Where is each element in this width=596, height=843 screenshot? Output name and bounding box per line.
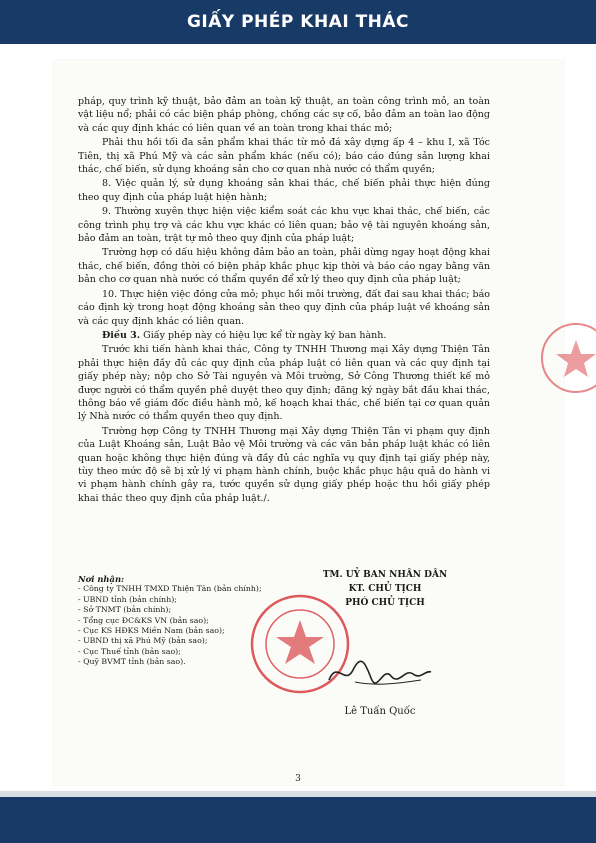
recipient-item: - Cục KS HĐKS Miền Nam (bản sao); <box>78 626 225 636</box>
page-number: 3 <box>295 774 301 784</box>
recipient-item: - Công ty TNHH TMXD Thiện Tân (bản chính); <box>78 584 262 594</box>
banner-title: GIẤY PHÉP KHAI THÁC <box>186 12 410 32</box>
paragraph: Phải thu hồi tối đa sản phẩm khai thác từ mỏ đá xây dựng ấp 4 – khu I, xã Tóc Tiên, thị xã Phú Mỹ và các sản phẩm khác (nếu có); báo cáo đúng sản lượng khai thác, chế biến, sử dụng khoáng sản cho cơ quan nhà nước có thẩm quyền; <box>78 137 490 176</box>
margin-stamp-icon <box>536 318 596 402</box>
handwritten-signature-icon <box>325 652 435 696</box>
paragraph: Trường hợp có dấu hiệu không đảm bảo an toàn, phải dừng ngay hoạt động khai thác, chế biến, đồng thời có biện pháp khắc phục kịp thời và báo cáo ngay bằng văn bản cho cơ quan nhà nước có thẩm quyền để xử lý theo quy định của pháp luật; <box>78 247 490 286</box>
recipient-item: - Cục Thuế tỉnh (bản sao); <box>78 646 181 656</box>
signature-title: PHÓ CHỦ TỊCH <box>345 598 425 608</box>
recipient-item: - UBND thị xã Phú Mỹ (bản sao); <box>78 636 208 646</box>
paragraph: 10. Thực hiện việc đóng cửa mỏ; phục hồi môi trường, đất đai sau khai thác; báo cáo định kỳ trong hoạt động khoáng sản theo quy định của pháp luật về khoáng sản và các quy định khác có liên quan. <box>78 288 490 327</box>
signer-name: Lê Tuấn Quốc <box>344 706 416 717</box>
top-banner <box>0 0 596 44</box>
paragraph: Trước khi tiến hành khai thác, Công ty TNHH Thương mại Xây dựng Thiện Tân phải thực hiện đầy đủ các quy định của pháp luật có liên quan và các quy định tại giấy phép này; nộp cho Sở Tài nguyên và Môi trường, Sở Công Thương thiết kế mỏ được người có thẩm quyền phê duyệt theo quy định; đăng ký ngày bắt đầu khai thác, thông báo về giám đốc điều hành mỏ, kế hoạch khai thác, chế biến tại cơ quan quản lý Nhà nước có thẩm quyền theo quy định. <box>78 344 490 423</box>
document-body <box>78 95 490 506</box>
article-3-text: Giấy phép này có hiệu lực kể từ ngày ký ban hành. <box>143 329 387 341</box>
paragraph: Trường hợp Công ty TNHH Thương mại Xây dựng Thiện Tân vi phạm quy định của Luật Khoáng sản, Luật Bảo vệ Môi trường và các văn bản pháp luật khác có liên quan hoặc không thực hiện đúng và đầy đủ các nghĩa vụ quy định tại giấy phép này, tùy theo mức độ sẽ bị xử lý vi phạm hành chính, buộc khắc phục hậu quả do hành vi vi phạm hành chính gây ra, tước quyền sử dụng giấy phép hoặc thu hồi giấy phép khai thác theo quy định của pháp luật./. <box>78 425 490 504</box>
paragraph: pháp, quy trình kỹ thuật, bảo đảm an toàn kỹ thuật, an toàn công trình mỏ, an toàn vật liệu nổ; phải có các biện pháp phòng, chống các sự cố, bảo đảm an toàn lao động và các quy định khác có liên quan về an toàn trong khai thác mỏ; <box>78 96 490 134</box>
recipient-item: - UBND tỉnh (bản chính); <box>78 594 177 604</box>
recipient-item: - Tổng cục ĐC&KS VN (bản sao); <box>78 615 209 625</box>
bottom-band <box>0 797 596 843</box>
recipient-item: - Sở TNMT (bản chính); <box>78 605 172 615</box>
signature-role: KT. CHỦ TỊCH <box>348 584 422 594</box>
paragraph: 8. Việc quản lý, sử dụng khoáng sản khai thác, chế biến phải thực hiện đúng theo quy định của pháp luật hiện hành; <box>78 178 490 203</box>
article-3-label: Điều 3. <box>102 329 141 341</box>
signature-org: TM. UỶ BAN NHÂN DÂN <box>322 570 448 580</box>
article-3 <box>78 329 490 342</box>
recipient-item: - Quỹ BVMT tỉnh (bản sao). <box>78 657 186 667</box>
paragraph: 9. Thường xuyên thực hiện việc kiểm soát các khu vực khai thác, chế biến, các công trình phụ trợ và các khu vực khác có liên quan; bảo vệ tài nguyên khoáng sản, bảo đảm an toàn, trật tự mỏ theo quy định của pháp luật; <box>78 206 490 245</box>
recipients-heading: Nơi nhận: <box>78 574 125 584</box>
